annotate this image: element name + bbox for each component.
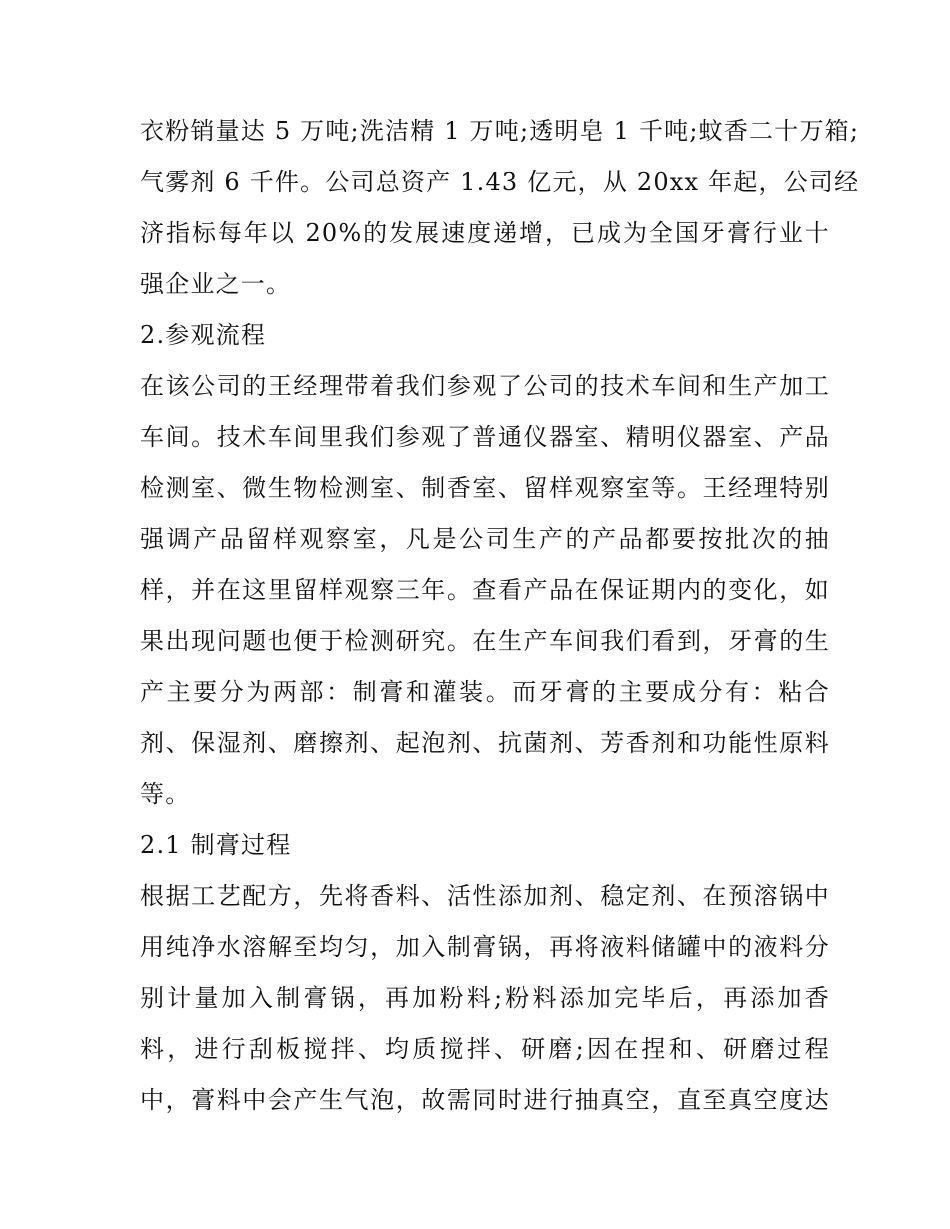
text-line: 济指标每年以 20%的发展速度递增，已成为全国牙膏行业十 xyxy=(140,219,830,247)
text-line: 中，膏料中会产生气泡，故需同时进行抽真空，直至真空度达 xyxy=(140,1086,830,1114)
document-page xyxy=(140,106,860,1126)
section-heading: 2.1 制膏过程 xyxy=(140,831,292,859)
text-line: 料，进行刮板搅拌、均质搅拌、研磨;因在捏和、研磨过程 xyxy=(140,1035,830,1063)
text-line: 等。 xyxy=(140,780,191,808)
text-line: 根据工艺配方，先将香料、活性添加剂、稳定剂、在预溶锅中 xyxy=(140,882,830,910)
text-line: 衣粉销量达 5 万吨;洗洁精 1 万吨;透明皂 1 千吨;蚊香二十万箱; xyxy=(140,117,860,145)
text-line: 别计量加入制膏锅，再加粉料;粉料添加完毕后，再添加香 xyxy=(140,984,830,1012)
text-line: 车间。技术车间里我们参观了普通仪器室、精明仪器室、产品 xyxy=(140,423,830,451)
text-line: 气雾剂 6 千件。公司总资产 1.43 亿元，从 20xx 年起，公司经 xyxy=(140,168,860,196)
text-line: 在该公司的王经理带着我们参观了公司的技术车间和生产加工 xyxy=(140,372,830,400)
text-line: 强调产品留样观察室，凡是公司生产的产品都要按批次的抽 xyxy=(140,525,830,553)
text-line: 剂、保湿剂、磨擦剂、起泡剂、抗菌剂、芳香剂和功能性原料 xyxy=(140,729,830,757)
text-line: 强企业之一。 xyxy=(140,270,292,298)
text-line: 样，并在这里留样观察三年。查看产品在保证期内的变化，如 xyxy=(140,576,830,604)
text-line: 检测室、微生物检测室、制香室、留样观察室等。王经理特别 xyxy=(140,474,830,502)
text-line: 果出现问题也便于检测研究。在生产车间我们看到，牙膏的生 xyxy=(140,627,830,655)
section-heading: 2.参观流程 xyxy=(140,321,267,349)
text-line: 产主要分为两部：制膏和灌装。而牙膏的主要成分有：粘合 xyxy=(140,678,830,706)
text-line: 用纯净水溶解至均匀，加入制膏锅，再将液料储罐中的液料分 xyxy=(140,933,830,961)
